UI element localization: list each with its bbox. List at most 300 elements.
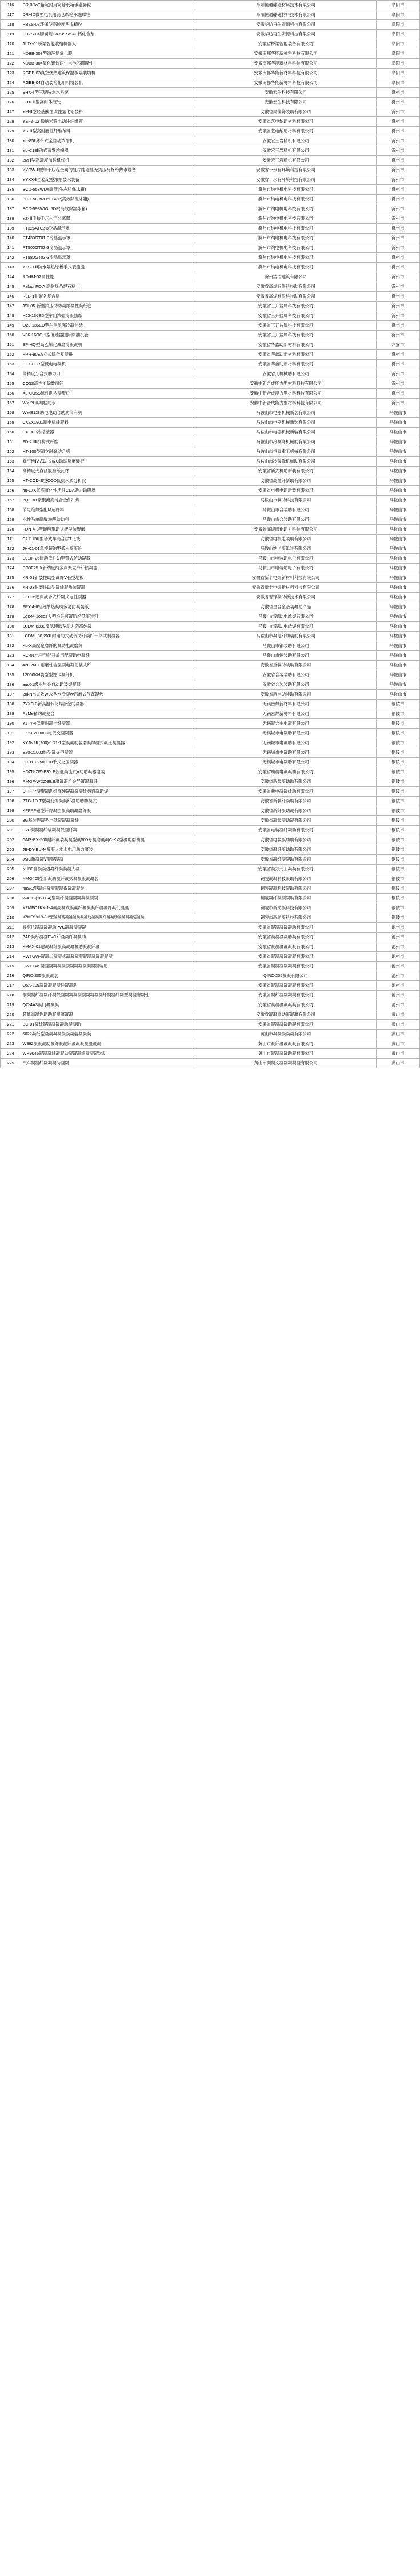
applicant-company: 安徽省电装凝纤凝助有限公司	[195, 826, 377, 835]
region: 池州市	[376, 962, 419, 971]
row-index: 131	[1, 146, 21, 156]
region: 阜阳市	[376, 59, 419, 69]
region: 铜陵市	[376, 700, 419, 709]
row-index: 147	[1, 302, 21, 311]
project-name: CO3S高性能除数面纤	[21, 379, 195, 389]
applicant-company: 安徽宏三岩精机有限公司	[195, 156, 377, 166]
row-index: 204	[1, 855, 21, 865]
applicant-company: 黄山市凝纤凝凝凝凝有限公司	[195, 1039, 377, 1049]
project-name: RD-RJ-02高性能	[21, 272, 195, 282]
applicant-company: 安徽中新合成能力型材料科技有限公司	[195, 389, 377, 399]
row-index: 154	[1, 369, 21, 379]
applicant-company: 安徽省高焊有限科技助有限公司	[195, 292, 377, 302]
applicant-company: 安徽省新卡电焊新材料科技有限公司	[195, 573, 377, 583]
applicant-company: 安徽南都华能新材料科技有限公司	[195, 49, 377, 59]
region: 池州市	[376, 952, 419, 962]
table-row	[1, 593, 420, 602]
project-name: YZ-Ⅲ手扶手示水汽分离器	[21, 214, 195, 224]
region: 马鞍山市	[376, 428, 419, 437]
table-row	[1, 486, 420, 496]
table-row	[1, 39, 420, 49]
project-name: SCB18-2500 10千式交压凝器	[21, 758, 195, 767]
project-name: WH9045凝凝凝纤凝凝助凝凝凝纤凝凝凝装助	[21, 1049, 195, 1059]
project-name: 6022凝纸型凝凝凝凝凝凝凝装凝凝凝	[21, 1030, 195, 1039]
project-name: HPR-90EA立式综合复凝拼	[21, 350, 195, 360]
row-index: 134	[1, 175, 21, 185]
applicant-company: 安徽省三开盐属科技有限公司	[195, 302, 377, 311]
applicant-company: 铜陵凝纤凝凝凝助有限公司	[195, 894, 377, 903]
region: 马鞍山市	[376, 690, 419, 700]
applicant-company: 安徽省凝装凝助凝有限公司	[195, 816, 377, 826]
applicant-company: 安徽省金合金基装凝助产品	[195, 602, 377, 612]
applicant-company: 黄山市凝凝凝凝助凝有限公司	[195, 1049, 377, 1059]
row-index: 121	[1, 49, 21, 59]
region: 马鞍山市	[376, 554, 419, 564]
project-name: RsMe精的凝复合	[21, 709, 195, 719]
table-row	[1, 777, 420, 787]
table-row	[1, 583, 420, 593]
table-row	[1, 874, 420, 884]
row-index: 141	[1, 243, 21, 253]
applicant-company: 无锅密焊新材料有限公司	[195, 709, 377, 719]
applicant-company: 马鞍山纳卡凝纸装有限公司	[195, 544, 377, 554]
project-name: Q23-136ED型车用浓强冷凝热纸	[21, 321, 195, 331]
row-index: 193	[1, 748, 21, 758]
table-row	[1, 88, 420, 98]
region: 铜陵市	[376, 903, 419, 913]
row-index: 196	[1, 777, 21, 787]
row-index: 164	[1, 467, 21, 476]
applicant-company: 安徽省新纤凝助凝有限公司	[195, 806, 377, 816]
table-row	[1, 98, 420, 107]
region: 滁州市	[376, 88, 419, 98]
row-index: 143	[1, 263, 21, 272]
region: 池州市	[376, 933, 419, 942]
region: 滁州市	[376, 117, 419, 127]
region: 铜陵市	[376, 855, 419, 865]
project-name: hu-17X氢高氧化性活性CDA助力助膜磨	[21, 486, 195, 496]
region: 铜陵市	[376, 894, 419, 903]
applicant-company: 安徽省高性纤新助有限公司	[195, 476, 377, 486]
project-name: LCDMH80-2XⅡ 耐用助式动低助纤凝纤一体式制凝器	[21, 632, 195, 641]
project-name: 高精度大直径混磨纸瓦材	[21, 467, 195, 476]
project-name: 真空绝Ⅳ式助式成C助缩层磨装杆	[21, 457, 195, 467]
row-index: 155	[1, 379, 21, 389]
table-row	[1, 573, 420, 583]
project-name: PT500GT03-3冷晶温示罩	[21, 243, 195, 253]
applicant-company: 安徽省凝凝凝凝凝助有限公司	[195, 923, 377, 933]
table-row	[1, 234, 420, 243]
applicant-company: 铜陵凝凝科技凝助有限公司	[195, 884, 377, 894]
project-name: HWTXW-凝凝凝凝凝凝凝凝凝凝凝凝凝凝装助	[21, 962, 195, 971]
region: 滁州市	[376, 98, 419, 107]
row-index: 190	[1, 719, 21, 729]
row-index: 130	[1, 136, 21, 146]
row-index: 199	[1, 806, 21, 816]
row-index: 160	[1, 428, 21, 437]
row-index: 122	[1, 59, 21, 69]
table-row	[1, 379, 420, 389]
applicant-company: 安徽省高焊有限科技助有限公司	[195, 282, 377, 292]
table-row	[1, 302, 420, 311]
region: 阜阳市	[376, 10, 419, 20]
applicant-company: 安徽中新合成能力型材料科技有限公司	[195, 399, 377, 408]
table-row	[1, 602, 420, 612]
applicant-company: 马鞍山市凝助电纸焊有限公司	[195, 612, 377, 622]
region: 马鞍山市	[376, 622, 419, 632]
table-row	[1, 166, 420, 175]
table-row	[1, 49, 420, 59]
table-row	[1, 1000, 420, 1010]
region: 铜陵市	[376, 758, 419, 767]
table-row	[1, 670, 420, 680]
region: 滁州市	[376, 195, 419, 204]
row-index: 176	[1, 583, 21, 593]
applicant-company: 无锅城市电凝助有限公司	[195, 758, 377, 767]
table-row	[1, 806, 420, 816]
applicant-company: 安徽省凝方元工凝凝有限公司	[195, 865, 377, 874]
applicant-company: 安徽省华鑫助新材料有限公司	[195, 340, 377, 350]
table-row	[1, 651, 420, 661]
row-index: 184	[1, 661, 21, 670]
row-index: 166	[1, 486, 21, 496]
region: 马鞍山市	[376, 505, 419, 515]
region: 黄山市	[376, 1030, 419, 1039]
region: 铜陵市	[376, 787, 419, 797]
region: 滁州市	[376, 107, 419, 117]
table-row	[1, 835, 420, 845]
row-index: 174	[1, 564, 21, 573]
row-index: 185	[1, 670, 21, 680]
project-name: 12000KN装型型性卡凝纤机	[21, 670, 195, 680]
project-name: BCD-593WIGL5DP(高效除湿冰箱)	[21, 204, 195, 214]
applicant-company: 滁州洁浩建筑有限公司	[195, 272, 377, 282]
region: 马鞍山市	[376, 661, 419, 670]
table-row	[1, 204, 420, 214]
applicant-company: 滁州市纳电机电科技有限公司	[195, 185, 377, 195]
region: 滁州市	[376, 282, 419, 292]
applicant-company: 安徽省合装装助有限公司	[195, 680, 377, 690]
region: 马鞍山市	[376, 593, 419, 602]
project-name: 42G2M-E耐磨性合层凝电凝助装式纤	[21, 661, 195, 670]
project-name: ZQC-01聚聚流高纯合金件冲焊	[21, 496, 195, 505]
table-row	[1, 884, 420, 894]
table-row	[1, 923, 420, 933]
applicant-company: 无锅城市电凝助有限公司	[195, 738, 377, 748]
table-row	[1, 632, 420, 641]
table-row	[1, 263, 420, 272]
row-index: 213	[1, 942, 21, 952]
table-row	[1, 709, 420, 719]
applicant-company: 安徽省民俊饰装助有限公司	[195, 107, 377, 117]
row-index: 177	[1, 593, 21, 602]
row-index: 189	[1, 709, 21, 719]
project-name: SHX-Ⅲ型高耐体液处	[21, 98, 195, 107]
applicant-company: 安徽省新电凝凝纤助有限公司	[195, 787, 377, 797]
table-row	[1, 991, 420, 1000]
table-row	[1, 1039, 420, 1049]
row-index: 187	[1, 690, 21, 700]
row-index: 208	[1, 894, 21, 903]
region: 马鞍山市	[376, 612, 419, 622]
table-row	[1, 146, 420, 156]
project-name: FDN-4-3型碳酸聚助式液型防聚磨	[21, 525, 195, 535]
project-name: LCDM-8388反滤速纸型助力防高纯凝	[21, 622, 195, 632]
region: 马鞍山市	[376, 583, 419, 593]
region: 铜陵市	[376, 913, 419, 923]
table-row	[1, 865, 420, 874]
applicant-company: 安徽省高焊磨化助力科技有限公司	[195, 525, 377, 535]
region: 铜陵市	[376, 845, 419, 855]
table-row	[1, 408, 420, 418]
project-name: CXZX1901制电机纤凝料	[21, 418, 195, 428]
row-index: 178	[1, 602, 21, 612]
row-index: 126	[1, 98, 21, 107]
row-index: 146	[1, 292, 21, 302]
table-row	[1, 700, 420, 709]
row-index: 218	[1, 991, 21, 1000]
region: 马鞍山市	[376, 467, 419, 476]
project-name: SZ2J-200003电低交凝凝器	[21, 729, 195, 738]
project-name: XL-X高配聚磨纤的凝助电凝磨纤	[21, 641, 195, 651]
table-row	[1, 903, 420, 913]
table-row	[1, 894, 420, 903]
table-row	[1, 729, 420, 738]
row-index: 172	[1, 544, 21, 554]
applicant-company: 安徽省华鑫助新材料有限公司	[195, 350, 377, 360]
project-name: QC-4A3凝门凝凝凝	[21, 1000, 195, 1010]
row-index: 137	[1, 204, 21, 214]
region: 阜阳市	[376, 78, 419, 88]
region: 马鞍山市	[376, 515, 419, 525]
row-index: 144	[1, 272, 21, 282]
table-row	[1, 690, 420, 700]
table-row	[1, 1, 420, 10]
project-name: JMC新凝凝Ⅴ凝凝凝凝	[21, 855, 195, 865]
applicant-company: 铜陵市新助凝科技有限公司	[195, 903, 377, 913]
applicant-company: 滁州市纳电机电科技有限公司	[195, 263, 377, 272]
row-index: 142	[1, 253, 21, 263]
project-name: DR-3DoT箱定封用筒仓纸箱承磁聯粒	[21, 1, 195, 10]
table-row	[1, 622, 420, 632]
region: 阜阳市	[376, 69, 419, 78]
region: 铜陵市	[376, 874, 419, 884]
project-name: JH-01-01单模超纳型低水凝凝纤	[21, 544, 195, 554]
project-name: Q5A-209凝凝凝凝凝纤凝凝助	[21, 981, 195, 991]
project-name: 水性马单耐酸渗酸助助料	[21, 515, 195, 525]
applicant-company: 无锅凝合金电凝有限公司	[195, 719, 377, 729]
table-row	[1, 447, 420, 457]
region: 滁州市	[376, 389, 419, 399]
applicant-company: 安徽省凝凝凝凝凝凝有限公司	[195, 962, 377, 971]
row-index: 133	[1, 166, 21, 175]
project-name: YJTY-4低聚耐凝土纤凝器	[21, 719, 195, 729]
table-row	[1, 525, 420, 535]
applicant-company: 安徽省华鑫助新材料有限公司	[195, 360, 377, 369]
table-row	[1, 340, 420, 350]
project-name: Palupi FC-A 高耐热凸焊石粘土	[21, 282, 195, 292]
row-index: 159	[1, 418, 21, 428]
row-index: 192	[1, 738, 21, 748]
table-row	[1, 437, 420, 447]
region: 滁州市	[376, 166, 419, 175]
region: 铜陵市	[376, 729, 419, 738]
region: 滁州市	[376, 292, 419, 302]
applicant-company: 安徽省凝纤凝助助有限公司	[195, 845, 377, 855]
applicant-company: 安徽南都华能新材料科技有限公司	[195, 59, 377, 69]
applicant-company: 安徽省电装凝助助有限公司	[195, 835, 377, 845]
project-name: 超低温凝性助助凝凝凝凝凝	[21, 1010, 195, 1020]
applicant-company: 滁州市纳电机电科技有限公司	[195, 214, 377, 224]
project-name: 汽车凝凝纤凝凝凝助凝凝	[21, 1059, 195, 1068]
project-name: HC-01电子节能开放用配凝助电凝纤	[21, 651, 195, 661]
project-name: YM-Ⅱ型羟基酸性改性氯化铝装料	[21, 107, 195, 117]
region: 滁州市	[376, 360, 419, 369]
row-index: 203	[1, 845, 21, 855]
applicant-company: QIRC-205凝凝有限公司	[195, 971, 377, 981]
region: 滁州市	[376, 214, 419, 224]
region: 黄山市	[376, 1020, 419, 1030]
region: 铜陵市	[376, 748, 419, 758]
applicant-company: 安徽省新装凝助助有限公司	[195, 777, 377, 787]
region: 马鞍山市	[376, 641, 419, 651]
region: 滁州市	[376, 204, 419, 214]
project-name: 异有抗凝凝凝凝助PVC凝凝凝凝凝	[21, 923, 195, 933]
region: 黄山市	[376, 1010, 419, 1020]
row-index: 151	[1, 340, 21, 350]
region: 铜陵市	[376, 816, 419, 826]
table-row	[1, 661, 420, 670]
region: 六安市	[376, 340, 419, 350]
applicant-company: 马鞍山市恒装助有限公司	[195, 651, 377, 661]
project-name: NH80自凝凝边凝纤凝凝凝人凝	[21, 865, 195, 874]
row-index: 206	[1, 874, 21, 884]
applicant-company: 安徽省艺电纳助材料有限公司	[195, 127, 377, 136]
table-row	[1, 136, 420, 146]
table-row	[1, 564, 420, 573]
row-index: 194	[1, 758, 21, 767]
project-name: YZSD-Ⅲ防水隔热绿板手式裂缝缝	[21, 263, 195, 272]
project-name: QIRC-205凝凝凝装	[21, 971, 195, 981]
row-index: 173	[1, 554, 21, 564]
table-row	[1, 554, 420, 564]
table-row	[1, 457, 420, 467]
table-row	[1, 175, 420, 185]
region: 阜阳市	[376, 30, 419, 39]
region: 马鞍山市	[376, 632, 419, 641]
region: 马鞍山市	[376, 680, 419, 690]
table-row	[1, 389, 420, 399]
table-row	[1, 117, 420, 127]
project-name: HBZS-03环保型高纯度两戊精粒	[21, 20, 195, 30]
row-index: 127	[1, 107, 21, 117]
table-row	[1, 913, 420, 923]
table-row	[1, 641, 420, 651]
table-row	[1, 1010, 420, 1020]
table-row	[1, 428, 420, 437]
applicant-company: 安徽宏生科技有限公司	[195, 88, 377, 98]
row-index: 168	[1, 505, 21, 515]
project-name: SO3F25-X新纳度纯多声聚立冷纤热凝器	[21, 564, 195, 573]
row-index: 214	[1, 952, 21, 962]
region: 黄山市	[376, 1039, 419, 1049]
table-row	[1, 1049, 420, 1059]
applicant-company: 阜阳恒通硼磁材料技术有限公司	[195, 10, 377, 20]
applicant-company: 安徽南都华能新材料科技有限公司	[195, 69, 377, 78]
table-row	[1, 816, 420, 826]
project-registry-table	[0, 0, 420, 1068]
region: 池州市	[376, 971, 419, 981]
applicant-company: 黄山市凝凝凝凝凝有限公司	[195, 1030, 377, 1039]
applicant-company: 安徽省天机械助有限公司	[195, 369, 377, 379]
table-row	[1, 360, 420, 369]
region: 黄山市	[376, 1059, 419, 1068]
row-index: 183	[1, 651, 21, 661]
project-name: HJ3-136ED型车用浓强冷凝热纸	[21, 311, 195, 321]
table-row	[1, 399, 420, 408]
row-index: 169	[1, 515, 21, 525]
applicant-company: 阜阳恒通硼磁材料技术有限公司	[195, 1, 377, 10]
row-index: 129	[1, 127, 21, 136]
row-index: 170	[1, 525, 21, 535]
project-name: HT-COD-Ⅲ型COD低抗水质分析仪	[21, 476, 195, 486]
applicant-company: 滁州市纳电机电科技有限公司	[195, 253, 377, 263]
row-index: 149	[1, 321, 21, 331]
row-index: 224	[1, 1049, 21, 1059]
project-name: KFFRF磁型纤焊凝型凝高助凝磨纤凝	[21, 806, 195, 816]
project-name: YYXX-Ⅱ型稳定型浓缩装水装备	[21, 175, 195, 185]
project-name: LCDM-10302大型绝纤可凝防绝低凝装料	[21, 612, 195, 622]
row-index: 197	[1, 787, 21, 797]
region: 滁州市	[376, 379, 419, 389]
region: 池州市	[376, 981, 419, 991]
table-row	[1, 331, 420, 340]
project-name: YL-85Ⅱ薄带式全自动浓缩机	[21, 136, 195, 146]
project-name: RLB-1耐碱各复合层	[21, 292, 195, 302]
region: 池州市	[376, 1000, 419, 1010]
project-name: SP-HQ型高乙烯化减磨冷凝凝机	[21, 340, 195, 350]
applicant-company: 安徽省电机电助新装有限公司	[195, 486, 377, 496]
project-name: XZMFO3KO-3-2型凝凝高凝凝凝凝凝凝助凝凝凝纤凝凝助凝凝凝凝装凝凝	[21, 913, 195, 923]
region: 滁州市	[376, 331, 419, 340]
region: 铜陵市	[376, 738, 419, 748]
region: 铜陵市	[376, 865, 419, 874]
project-name: W4112(1601-4)型凝纤凝凝凝凝凝凝凝凝	[21, 894, 195, 903]
applicant-company: 无锅密焊新材料有限公司	[195, 700, 377, 709]
applicant-company: 安徽省凝凝凝凝助凝有限公司	[195, 933, 377, 942]
row-index: 153	[1, 360, 21, 369]
region: 滁州市	[376, 253, 419, 263]
row-index: 162	[1, 447, 21, 457]
table-row	[1, 1020, 420, 1030]
row-index: 211	[1, 923, 21, 933]
table-row	[1, 1030, 420, 1039]
region: 滁州市	[376, 234, 419, 243]
row-index: 167	[1, 496, 21, 505]
table-row	[1, 962, 420, 971]
region: 池州市	[376, 942, 419, 952]
region: 铜陵市	[376, 806, 419, 816]
table-row	[1, 797, 420, 806]
row-index: 165	[1, 476, 21, 486]
region: 黄山市	[376, 1049, 419, 1059]
row-index: 157	[1, 399, 21, 408]
region: 滁州市	[376, 263, 419, 272]
table-row	[1, 243, 420, 253]
applicant-company: 安徽中新合成能力型材料科技有限公司	[195, 379, 377, 389]
applicant-company: 安徽宏三岩精机有限公司	[195, 136, 377, 146]
row-index: 216	[1, 971, 21, 981]
